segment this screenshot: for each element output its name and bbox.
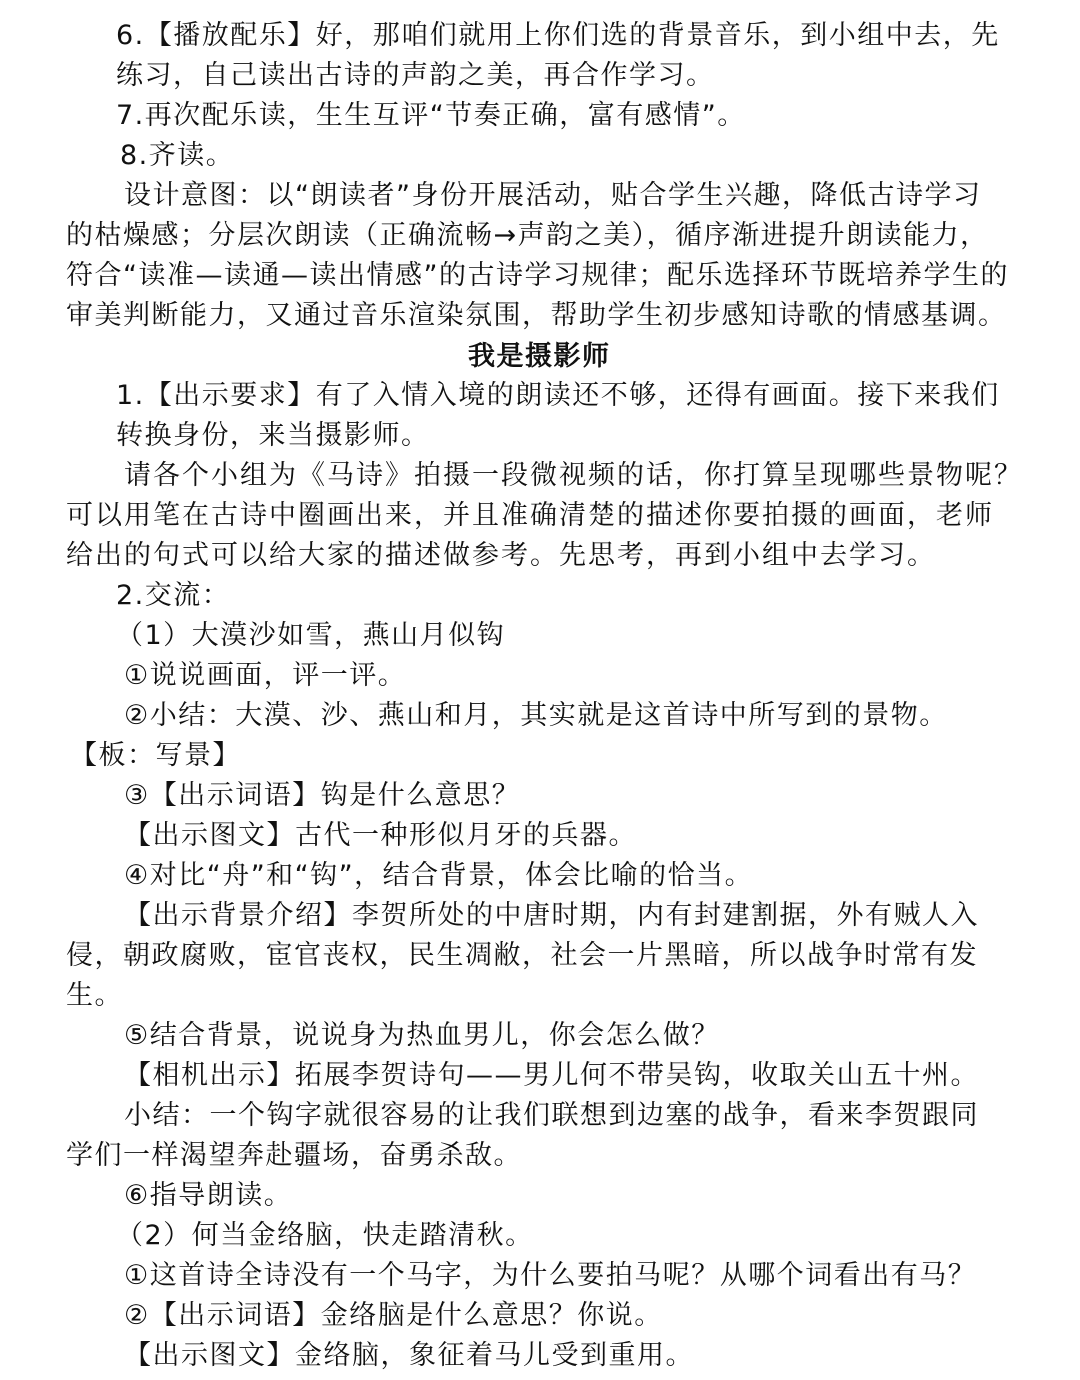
background-line-3: 生。 [66, 980, 123, 1011]
step-1-line-2: 转换身份，来当摄影师。 [116, 420, 430, 451]
design-intent-line-2: 的枯燥感；分层次朗读（正确流畅→声韵之美），循序渐进提升朗读能力， [66, 220, 989, 251]
item-5: ⑤结合背景，说说身为热血男儿，你会怎么做？ [124, 1020, 720, 1051]
background-line-2: 侵，朝政腐败，宦官丧权，民生凋敝，社会一片黑暗，所以战争时常有发 [66, 940, 978, 971]
step-7: 7.再次配乐读，生生互评“节奏正确，富有感情”。 [116, 100, 746, 131]
step-1-line-1: 1.【出示要求】有了入情入境的朗读还不够，还得有画面。接下来我们 [116, 380, 1000, 411]
step-8: 8.齐读。 [120, 140, 235, 171]
task-text-line-1: 请各个小组为《马诗》拍摄一段微视频的话，你打算呈现哪些景物呢？ [124, 460, 1023, 491]
board-note: 【板：写景】 [70, 740, 241, 771]
step-6-line-1: 6.【播放配乐】好，那咱们就用上你们选的背景音乐，到小组中去，先 [116, 20, 1000, 51]
task-text-line-2: 可以用笔在古诗中圈画出来，并且准确清楚的描述你要拍摄的画面，老师 [66, 500, 994, 531]
section-title: 我是摄影师 [468, 341, 611, 372]
task-text-line-3: 给出的句式可以给大家的描述做参考。先思考，再到小组中去学习。 [66, 540, 936, 571]
background-line-1: 【出示背景介绍】李贺所处的中唐时期，内有封建割据，外有贼人入 [124, 900, 979, 931]
design-intent-line-3: 符合“读准—读通—读出情感”的古诗学习规律；配乐选择环节既培养学生的 [66, 260, 1009, 291]
show-image-text-2: 【出示图文】金络脑，象征着马儿受到重用。 [124, 1340, 694, 1371]
poem-line-1: （1）大漠沙如雪，燕山月似钩 [116, 620, 506, 651]
step-2: 2.交流： [116, 580, 231, 611]
item-6: ⑥指导朗读。 [124, 1180, 293, 1211]
design-intent-line-4: 审美判断能力，又通过音乐渲染氛围，帮助学生初步感知诗歌的情感基调。 [66, 300, 1007, 331]
design-intent-line-1: 设计意图：以“朗读者”身份开展活动，贴合学生兴趣，降低古诗学习 [124, 180, 982, 211]
item-1: ①说说画面，评一评。 [124, 660, 407, 691]
item-2-2: ②【出示词语】金络脑是什么意思？你说。 [124, 1300, 663, 1331]
summary-line-2: 学们一样渴望奔赴疆场，奋勇杀敌。 [66, 1140, 522, 1171]
summary-line-1: 小结：一个钩字就很容易的让我们联想到边塞的战争，看来李贺跟同 [124, 1100, 979, 1131]
item-4: ④对比“舟”和“钩”，结合背景，体会比喻的恰当。 [124, 860, 754, 891]
item-3: ③【出示词语】钩是什么意思？ [124, 780, 521, 811]
extension-poem: 【相机出示】拓展李贺诗句——男儿何不带吴钩，收取关山五十州。 [124, 1060, 979, 1091]
step-6-line-2: 练习，自己读出古诗的声韵之美，再合作学习。 [116, 60, 715, 91]
poem-line-2: （2）何当金络脑，快走踏清秋。 [116, 1220, 534, 1251]
show-image-text-1: 【出示图文】古代一种形似月牙的兵器。 [124, 820, 637, 851]
item-2: ②小结：大漠、沙、燕山和月，其实就是这首诗中所写到的景物。 [124, 700, 948, 731]
item-2-1: ①这首诗全诗没有一个马字，为什么要拍马呢？从哪个词看出有马？ [124, 1260, 977, 1291]
